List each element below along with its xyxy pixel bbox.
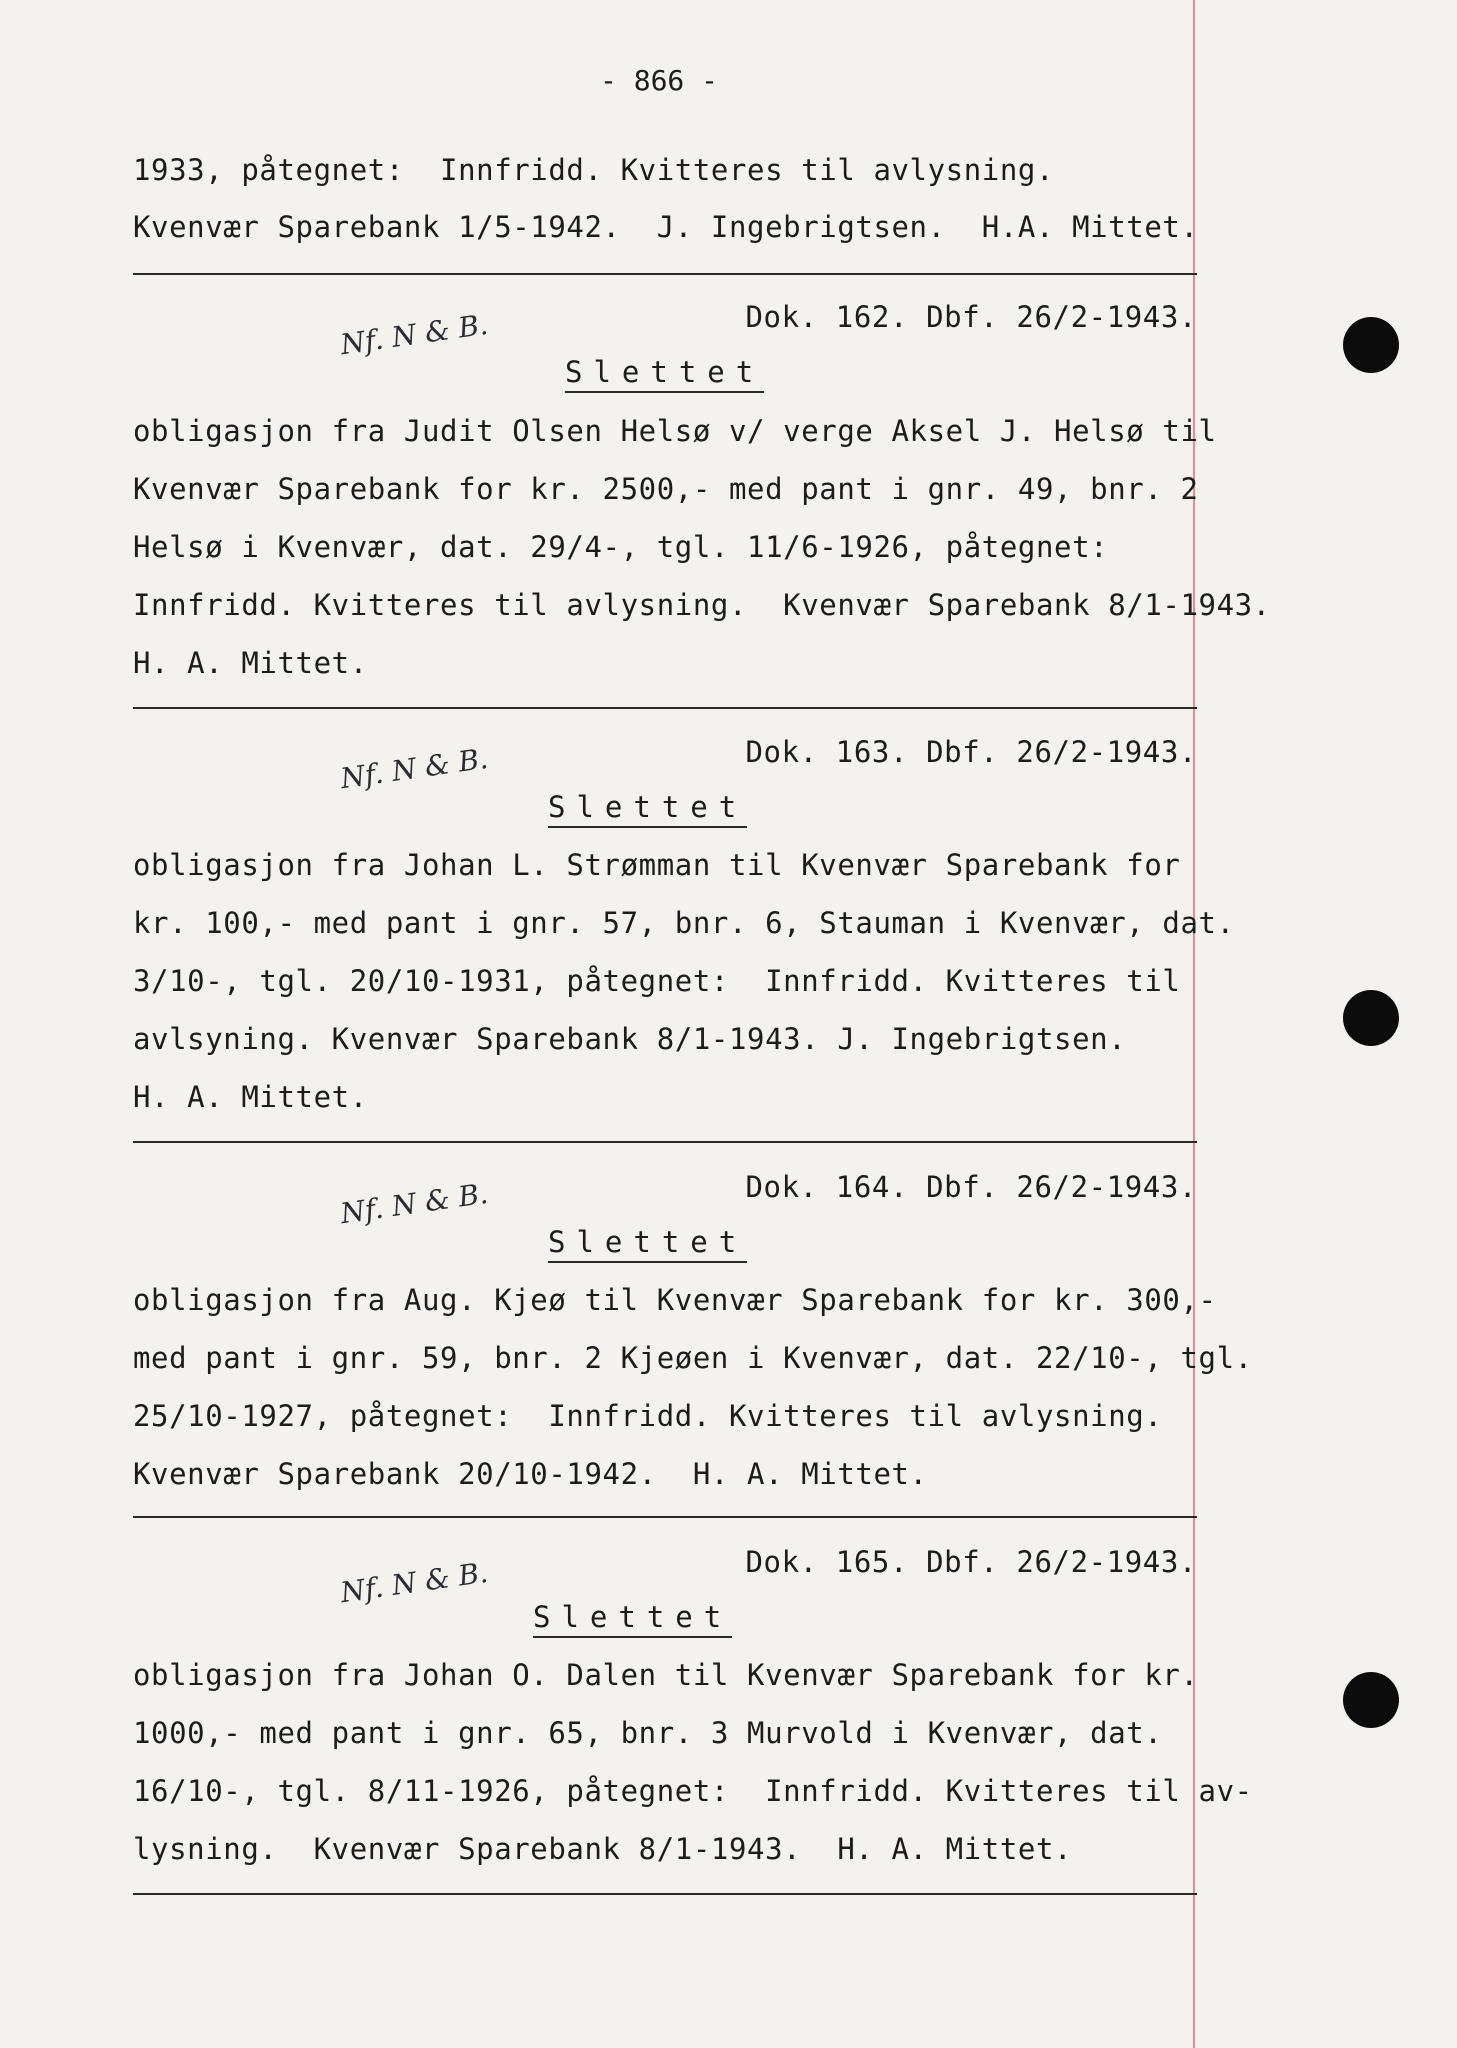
dok-reference: Dok. 164. Dbf. 26/2-1943. bbox=[745, 1170, 1197, 1204]
entry-line: 16/10-, tgl. 8/11-1926, påtegnet: Innfridd. Kvitteres til av- bbox=[133, 1774, 1253, 1808]
entry-line: Kvenvær Sparebank 20/10-1942. H. A. Mittet. bbox=[133, 1457, 928, 1491]
handwritten-stamp: Nf. N & B. bbox=[338, 741, 490, 796]
separator-rule bbox=[133, 1893, 1197, 1895]
handwritten-stamp: Nf. N & B. bbox=[338, 307, 490, 362]
entry-line: 25/10-1927, påtegnet: Innfridd. Kvitteres til avlysning. bbox=[133, 1399, 1163, 1433]
entry-line: obligasjon fra Judit Olsen Helsø v/ verge Aksel J. Helsø til bbox=[133, 414, 1217, 448]
separator-rule bbox=[133, 273, 1197, 275]
entry-line: avlsyning. Kvenvær Sparebank 8/1-1943. J. Ingebrigtsen. bbox=[133, 1022, 1127, 1056]
punch-hole bbox=[1343, 317, 1399, 373]
entry-line: 3/10-, tgl. 20/10-1931, påtegnet: Innfridd. Kvitteres til bbox=[133, 964, 1181, 998]
entry-heading: Slettet bbox=[548, 790, 747, 828]
entry-line: kr. 100,- med pant i gnr. 57, bnr. 6, Stauman i Kvenvær, dat. bbox=[133, 906, 1235, 940]
entry-line: obligasjon fra Johan O. Dalen til Kvenvær Sparebank for kr. bbox=[133, 1658, 1199, 1692]
entry-line: 1000,- med pant i gnr. 65, bnr. 3 Murvold i Kvenvær, dat. bbox=[133, 1716, 1163, 1750]
intro-line: 1933, påtegnet: Innfridd. Kvitteres til avlysning. bbox=[133, 153, 1055, 187]
entry-heading: Slettet bbox=[565, 355, 764, 393]
punch-hole bbox=[1343, 990, 1399, 1046]
entry-heading: Slettet bbox=[548, 1225, 747, 1263]
entry-line: Helsø i Kvenvær, dat. 29/4-, tgl. 11/6-1926, påtegnet: bbox=[133, 530, 1109, 564]
entry-line: med pant i gnr. 59, bnr. 2 Kjeøen i Kvenvær, dat. 22/10-, tgl. bbox=[133, 1341, 1253, 1375]
entry-line: obligasjon fra Aug. Kjeø til Kvenvær Sparebank for kr. 300,- bbox=[133, 1283, 1217, 1317]
separator-rule bbox=[133, 1141, 1197, 1143]
entry-line: H. A. Mittet. bbox=[133, 1080, 368, 1114]
handwritten-stamp: Nf. N & B. bbox=[338, 1176, 490, 1231]
punch-hole bbox=[1343, 1672, 1399, 1728]
entry-line: lysning. Kvenvær Sparebank 8/1-1943. H. A. Mittet. bbox=[133, 1832, 1073, 1866]
separator-rule bbox=[133, 707, 1197, 709]
dok-reference: Dok. 162. Dbf. 26/2-1943. bbox=[745, 300, 1197, 334]
handwritten-stamp: Nf. N & B. bbox=[338, 1555, 490, 1610]
entry-line: H. A. Mittet. bbox=[133, 646, 368, 680]
entry-line: Kvenvær Sparebank for kr. 2500,- med pant i gnr. 49, bnr. 2 bbox=[133, 472, 1199, 506]
dok-reference: Dok. 163. Dbf. 26/2-1943. bbox=[745, 735, 1197, 769]
separator-rule bbox=[133, 1516, 1197, 1518]
intro-line: Kvenvær Sparebank 1/5-1942. J. Ingebrigtsen. H.A. Mittet. bbox=[133, 210, 1199, 244]
page-number: - 866 - bbox=[600, 64, 719, 97]
entry-line: Innfridd. Kvitteres til avlysning. Kvenvær Sparebank 8/1-1943. bbox=[133, 588, 1271, 622]
entry-line: obligasjon fra Johan L. Strømman til Kvenvær Sparebank for bbox=[133, 848, 1181, 882]
entry-heading: Slettet bbox=[533, 1600, 732, 1638]
dok-reference: Dok. 165. Dbf. 26/2-1943. bbox=[745, 1545, 1197, 1579]
